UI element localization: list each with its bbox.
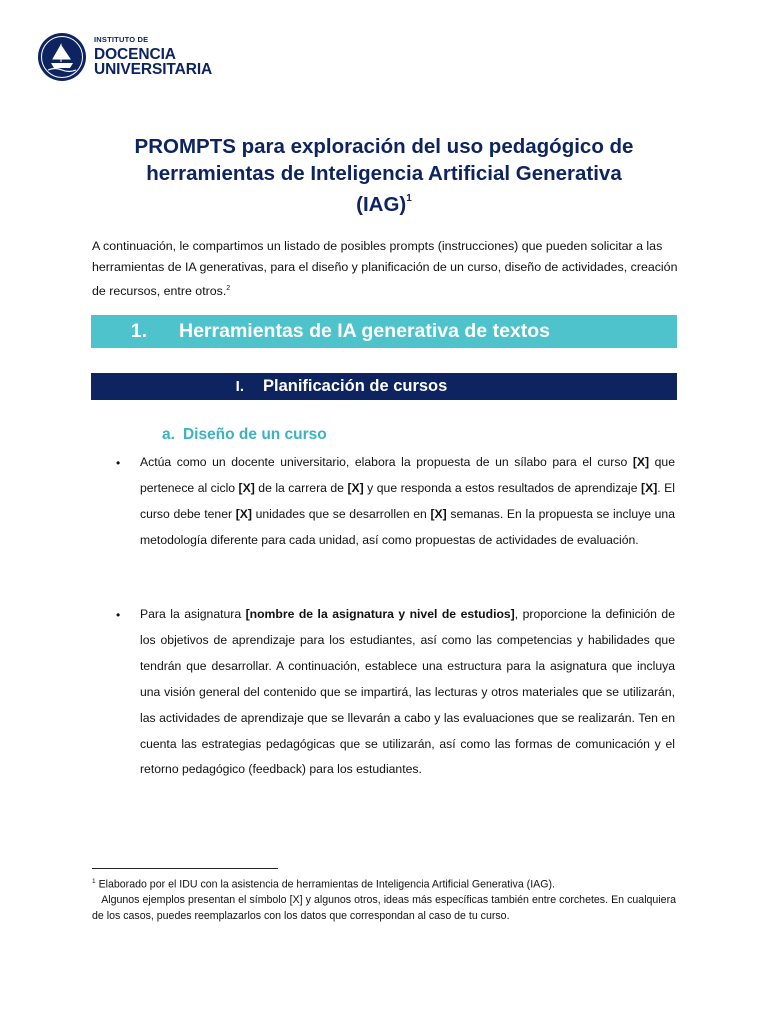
title-line-3: (IAG) [356, 192, 407, 216]
placeholder-marker: [X] [632, 455, 650, 469]
footnotes [92, 874, 676, 924]
prompt-text-1 [140, 450, 675, 554]
logo-line-3: UNIVERSITARIA [94, 61, 213, 79]
placeholder-marker: [nombre de la asignatura y nivel de estudios] [245, 607, 515, 621]
intro-paragraph [92, 236, 682, 302]
prompt-text-2 [140, 602, 675, 783]
bullet-icon: • [116, 456, 121, 470]
footnote-1 [92, 874, 676, 893]
text-run: unidades que se desarrollen en [251, 506, 431, 521]
text-run: , proporcione la definición de los objetivos de aprendizaje para los estudiantes, así como las competencias y habilidades que tendrán que desarrollar. A continuación, establece una estructura para la asignatura que incluya una visión general del contenido que se impartirá, las lecturas y otros materiales que se utilizarán, las actividades de aprendizaje que se llevarán a cabo y las evaluaciones que se realizarán. Ten en cuenta las estrategias pedagógicas que se utilizarán, así como las formas de comunicación y el retorno pedagógico (feedback) para los estudiantes. [140, 607, 675, 777]
intro-footnote-ref: 2 [226, 285, 231, 292]
section-title: Herramientas de IA generativa de textos [179, 320, 551, 342]
title-line-1: PROMPTS para exploración del uso pedagógico de [134, 135, 634, 158]
placeholder-marker: [X] [238, 480, 255, 495]
bullet-icon: • [116, 608, 121, 622]
subsection-title: Planificación de cursos [263, 377, 448, 395]
logo-wordmark [94, 36, 212, 78]
text-run: semanas. En la propuesta se incluye una metodología diferente para cada unidad, así como propuestas de actividades de evaluación. [140, 506, 675, 547]
text-run: . El curso debe tener [140, 480, 676, 521]
subheading-letter: a. [162, 426, 175, 443]
document-title [60, 133, 708, 218]
section-heading-band [91, 315, 677, 348]
subsection-heading-band [91, 373, 677, 400]
placeholder-marker: [X] [347, 480, 364, 495]
text-run: Para la asignatura [140, 607, 246, 621]
ship-emblem-icon [37, 32, 87, 82]
placeholder-marker: [X] [235, 506, 252, 521]
subheading-title: Diseño de un curso [182, 426, 327, 443]
institution-logo [37, 32, 212, 82]
logo-line-2: DOCENCIA [94, 45, 176, 63]
intro-text: A continuación, le compartimos un listado de posibles prompts (instrucciones) que pueden solicitar a las herramientas de IA generativas, para el diseño y planificación de un curso, diseño de actividades, creación de recursos, entre otros. [92, 239, 678, 299]
subsection-number: I. [235, 378, 244, 395]
logo-line-1: INSTITUTO DE [94, 35, 149, 45]
title-footnote-ref: 1 [406, 193, 412, 204]
text-run: que pertenece al ciclo [140, 455, 675, 495]
text-run: y que responda a estos resultados de aprendizaje [363, 480, 642, 495]
title-line-2: herramientas de Inteligencia Artificial Generativa [146, 162, 622, 185]
footnote-1-ref: 1 [92, 878, 96, 885]
placeholder-marker: [X] [430, 506, 447, 521]
footnote-2 [92, 893, 676, 924]
footnote-1-text: Elaborado por el IDU con la asistencia de herramientas de Inteligencia Artificial Generativa (IAG). [95, 878, 555, 891]
text-run: Actúa como un docente universitario, elabora la propuesta de un sílabo para el curso [140, 455, 633, 469]
footnote-divider [92, 868, 278, 869]
footnote-2-text: Algunos ejemplos presentan el símbolo [X] y algunos otros, ideas más específicas también entre corchetes. En cualquiera de los casos, puedes reemplazarlos con los datos que correspondan al caso de tu curso. [92, 894, 676, 922]
section-number: 1. [130, 320, 147, 342]
subheading [162, 426, 327, 444]
placeholder-marker: [X] [641, 480, 658, 495]
text-run: de la carrera de [254, 480, 348, 495]
